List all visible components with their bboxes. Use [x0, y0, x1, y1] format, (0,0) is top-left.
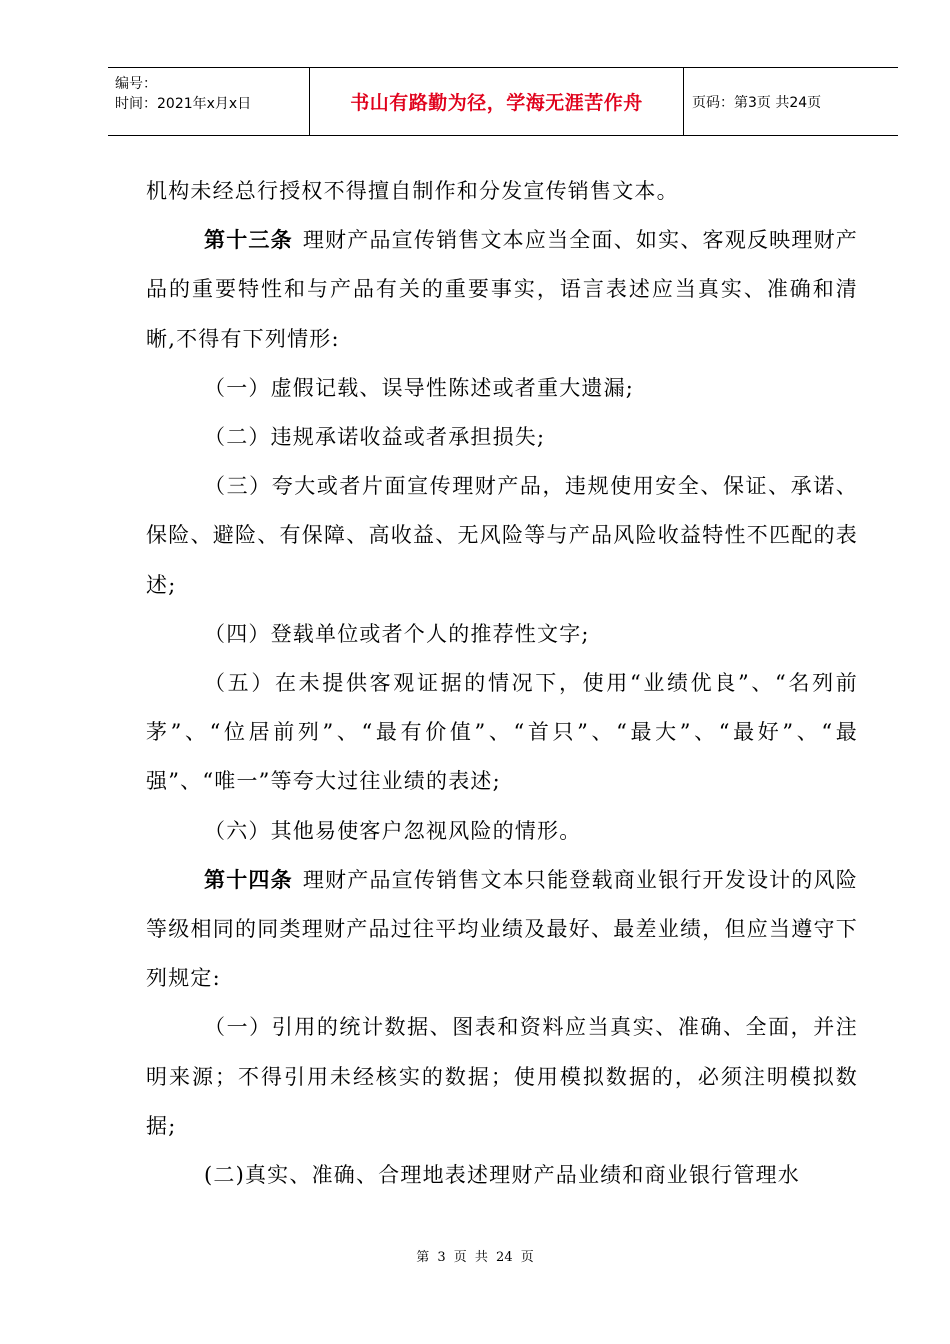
paragraph-text: （一）引用的统计数据、图表和资料应当真实、准确、全面，并注明来源；不得引用未经核实的数据；使用模拟数据的，必须注明模拟数据;	[146, 1015, 858, 1138]
list-item	[146, 1151, 858, 1200]
header-page-code: 页码：第3页 共24页	[692, 94, 822, 111]
article-13-paragraph	[146, 216, 858, 364]
paragraph-text: （三）夸大或者片面宣传理财产品，违规使用安全、保证、承诺、保险、避险、有保障、高收益、无风险等与产品风险收益特性不匹配的表述;	[146, 474, 858, 597]
header-page-cell	[684, 68, 898, 135]
article-heading: 第十三条	[204, 228, 293, 253]
paragraph-text: （六）其他易使客户忽视风险的情形。	[204, 818, 582, 843]
list-item	[146, 807, 858, 856]
paragraph-text: 机构未经总行授权不得擅自制作和分发宣传销售文本。	[146, 179, 679, 203]
header-meta-cell	[108, 68, 310, 135]
paragraph-text: （二）违规承诺收益或者承担损失;	[204, 425, 546, 450]
document-date: 时间：2021年x月x日	[115, 96, 252, 112]
document-header	[108, 67, 898, 136]
paragraph-text: （四）登载单位或者个人的推荐性文字;	[204, 621, 590, 646]
header-motto: 书山有路勤为径，学海无涯苦作舟	[350, 92, 643, 114]
article-heading: 第十四条	[204, 867, 293, 892]
paragraph-continuation	[146, 167, 858, 216]
document-number-label: 编号：	[115, 76, 157, 92]
article-14-paragraph	[146, 856, 858, 1004]
list-item	[146, 659, 858, 807]
list-item	[146, 413, 858, 462]
paragraph-text: （一）虚假记载、误导性陈述或者重大遗漏;	[204, 375, 635, 400]
paragraph-text: 理财产品宣传销售文本应当全面、如实、客观反映理财产品的重要特性和与产品有关的重要事实，语言表述应当真实、准确和清晰,不得有下列情形:	[146, 228, 858, 351]
paragraph-text: (二)真实、准确、合理地表述理财产品业绩和商业银行管理水	[204, 1163, 800, 1188]
page-footer: 第 3 页 共 24 页	[416, 1250, 534, 1265]
paragraph-text: 理财产品宣传销售文本只能登载商业银行开发设计的风险等级相同的同类理财产品过往平均业绩及最好、最差业绩，但应当遵守下列规定:	[146, 867, 858, 991]
list-item	[146, 462, 858, 610]
paragraph-text: （五）在未提供客观证据的情况下，使用“业绩优良”、“名列前茅”、“位居前列”、“最有价值”、“首只”、“最大”、“最好”、“最强”、“唯一”等夸大过往业绩的表述;	[146, 671, 858, 794]
list-item	[146, 610, 858, 659]
document-body	[146, 167, 858, 1200]
header-motto-cell	[310, 68, 684, 135]
list-item	[146, 1003, 858, 1151]
list-item	[146, 364, 858, 413]
